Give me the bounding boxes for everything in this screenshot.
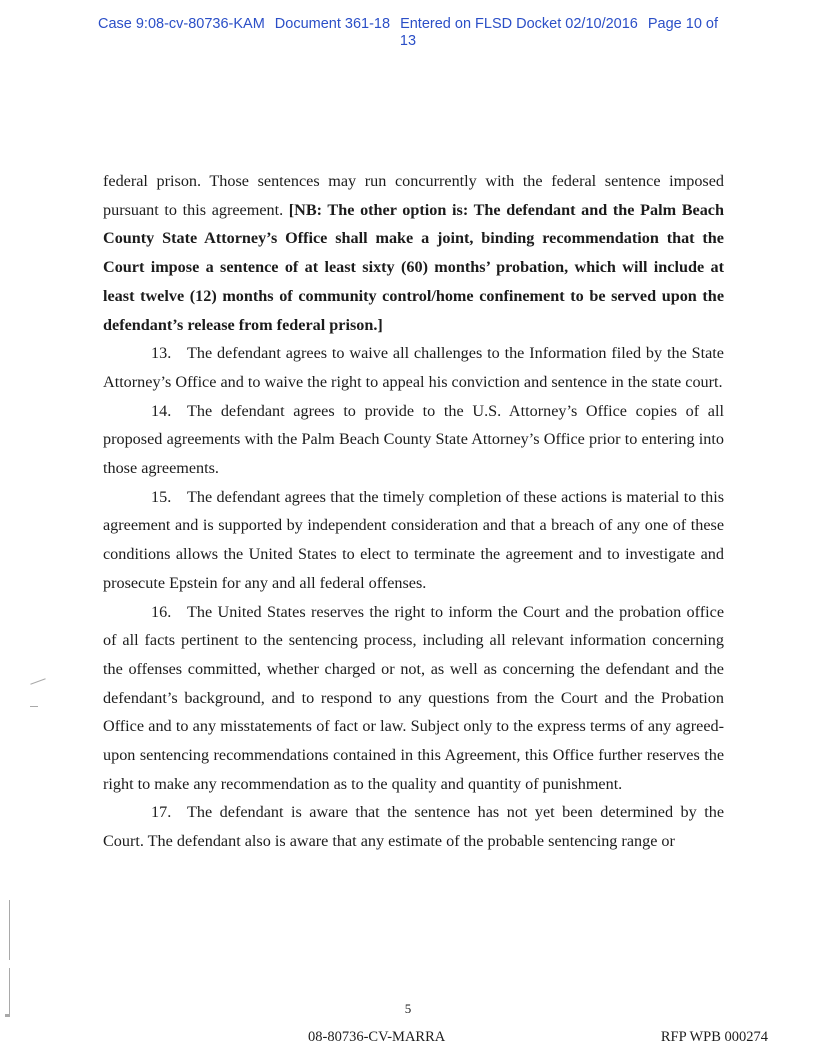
footer-bates-number: RFP WPB 000274: [660, 1029, 768, 1045]
entered-date: Entered on FLSD Docket 02/10/2016: [400, 16, 638, 32]
paragraph-number: 14.: [151, 401, 172, 420]
paragraph-text: The defendant agrees that the timely completion of these actions is material to this agreement and is supported by independent consideration and that a breach of any one of these conditions allows the United States to elect to terminate the agreement and to investigate and prosecute Epstein for any and all federal offenses.: [103, 487, 724, 592]
paragraph-text: The defendant agrees to waive all challenges to the Information filed by the State Attorney’s Office and to waive the right to appeal his conviction and sentence in the state court.: [103, 344, 724, 391]
paragraph-number: 15.: [151, 487, 172, 506]
paragraph-text: The defendant agrees to provide to the U.S. Attorney’s Office copies of all proposed agreements with the Palm Beach County State Attorney’s Office prior to entering into those agreements.: [103, 401, 724, 478]
page-indicator: Page 10 of: [647, 16, 719, 32]
paragraph-16: [103, 598, 724, 799]
paragraph-14: [103, 397, 724, 483]
paragraph-13: [103, 339, 724, 396]
scan-mark: [30, 706, 38, 707]
scan-mark: [9, 968, 10, 1014]
footer-case-number: 08-80736-CV-MARRA: [308, 1029, 446, 1045]
scan-mark: [30, 678, 45, 684]
scan-mark: [9, 900, 10, 960]
paragraph-number: 13.: [151, 344, 172, 363]
document-body: [103, 167, 724, 856]
paragraph-text: The defendant is aware that the sentence has not yet been determined by the Court. The defendant also is aware that any estimate of the probable sentencing range or: [103, 803, 724, 851]
paragraph-text: The United States reserves the right to inform the Court and the probation office of all facts pertinent to the sentencing process, including all relevant information concerning the offenses committed, whether charged or not, as well as concerning the defendant and the defendant’s background, and to respond to any questions from the Court and the Probation Office and to any misstatements of fact or law. Subject only to the express terms of any agreed-upon sentencing recommendations contained in this Agreement, this Office further reserves the right to make any recommendation as to the quality and quantity of punishment.: [103, 602, 724, 793]
paragraph-17: [103, 798, 724, 855]
intro-note-bold: [NB: The other option is: The defendant and the Palm Beach County State Attorney’s Office shall make a joint, binding recommendation that the Court impose a sentence of at least sixty (60) months’ probation, which will include at least twelve (12) months of community control/home confinement to be served upon the defendant’s release from federal prison.]: [103, 200, 724, 334]
page-total: 13: [399, 33, 417, 49]
scan-mark: [5, 1014, 10, 1017]
case-number: Case 9:08-cv-80736-KAM: [97, 16, 265, 32]
paragraph-15: [103, 483, 724, 598]
intro-paragraph: [103, 167, 724, 339]
paragraph-number: 17.: [151, 803, 172, 822]
intro-text: federal prison. Those sentences may run concurrently with the federal sentence imposed pursuant to this agreement.: [103, 172, 724, 219]
paragraph-number: 16.: [151, 602, 172, 621]
docket-header: [40, 16, 776, 50]
document-number: Document 361-18: [274, 16, 391, 32]
page-number: 5: [404, 1001, 412, 1016]
